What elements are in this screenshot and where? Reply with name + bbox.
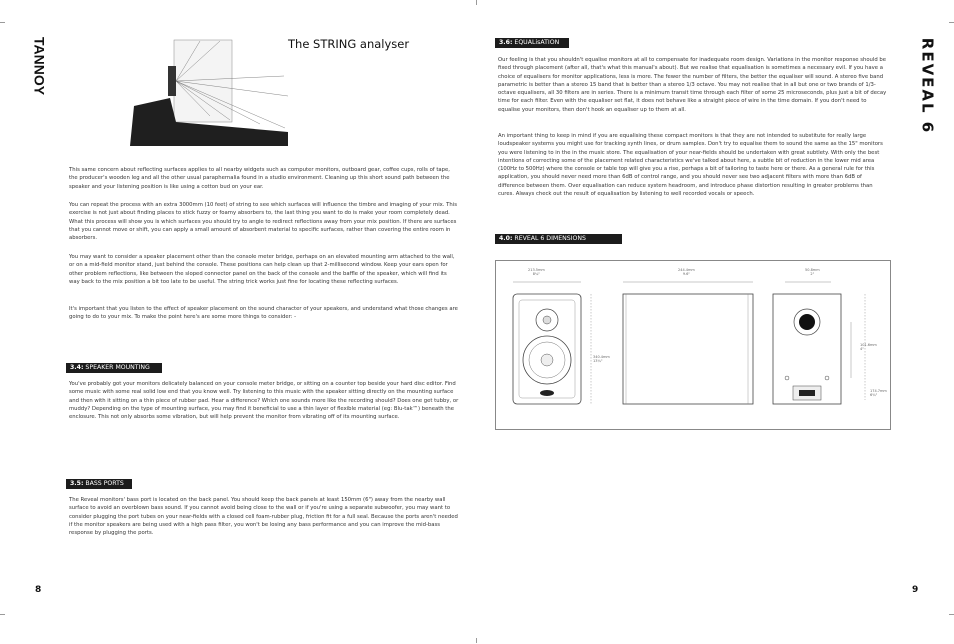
section-number: 3.4: [70,364,84,371]
section-heading-3-6 [495,38,569,48]
crop-mark [476,638,477,643]
brand-logo [27,34,49,98]
dim-port-mid: 101.6mm 4" [860,343,877,351]
dim-front-width: 213.5mm 8¼" [528,268,545,276]
page-number-right: 9 [912,585,919,595]
section-title: EQUALisATION [514,39,560,46]
crop-mark [0,22,5,23]
speaker-mounting-text: You've probably got your monitors delicately balanced on your console meter bridge, or sitting on a counter top beside your hard disc editor. Find some music with some real solid low end that you know well. Try listening to this music with the speaker sitting directly on the mounting surface and then with it sitting on a thin piece of rubber pad. Hear a difference? Which one sounds more like the recording should? Does one get tubby, or muddy? Depending on the type of mounting surface, you may find it beneficial to use a thin layer of flexible material (eg: Blu-tak™) beneath the enclosure. This not only absorbs some vibration, but will help prevent the monitor from vibrating off of its mounting surface. [69,381,459,421]
crop-mark [949,22,954,23]
dim-port-top: 50.8mm 2" [805,268,820,276]
section-title: REVEAL 6 DIMENSIONS [514,235,586,242]
section-heading-3-4 [66,363,162,373]
intro-paragraph-4: It's important that you listen to the effect of speaker placement on the sound character of your speakers, and understand what those changes are going to do to your mix. To make the point here's are some more things to consider: - [69,306,458,321]
section-title: BASS PORTS [85,480,124,487]
side-view [623,282,753,404]
speaker-front [168,66,176,96]
section-heading-4-0 [495,234,622,244]
front-badge [540,390,554,396]
back-view [773,282,865,404]
intro-paragraph-2: You can repeat the process with an extra 3000mm (10 feet) of string to see which surfaces will influence the timbre and imaging of your mix. This exercise is not just about finding places to stick fuzzy or foamy absorbers to, the last thing you want to do is make your room completely dead. What this process will show you is which surfaces you should try to angle to redirect reflections away from your mix position. If there are surfaces that you cannot move or shift, you can apply a small amount of absorbent material to specific surfaces, rather than covering the entire room in absorbers. [69,202,458,242]
svg-text:REVEAL 6: REVEAL 6 [918,37,937,135]
crop-mark [476,0,477,5]
dimensions-drawing [495,260,889,428]
svg-text:TANNOY: TANNOY [31,36,48,96]
front-view [513,282,591,404]
section-title: SPEAKER MOUNTING [85,364,150,371]
section-number: 4.0: [499,235,513,242]
bass-ports-text: The Reveal monitors' bass port is located on the back panel. You should keep the back panels at least 150mm (6") away from the nearby wall surface to avoid an overblown bass sound. If you cannot avoid being close to the wall or if you're using a separate subwoofer, you may want to consider plugging the port tubes on your near-fields with a closed cell foam-rubber plug, friction fit for a full seal. Because the ports aren't needed if the monitor speakers are being used with a high pass filter, you won't be losing any bass performance and you can improve the mid-bass response by plugging the ports. [69,497,458,537]
intro-paragraph-1: This same concern about reflecting surfaces applies to all nearby widgets such as computer monitors, outboard gear, coffee cups, rolls of tape, the producer's wooden leg and all the other usual paraphernalia found in a studio environment. Cleaning up this short sound path between the speaker and your listening position is like using a cotton bud on your ear. [69,167,450,190]
intro-paragraph-3: You may want to consider a speaker placement other than the console meter bridge, perhaps on an elevated mounting arm attached to the wall, or on a mid-field monitor stand, just behind the console. These positions can help clean up that 2-millisecond window. Keep your ears open for other problem reflections, like between the sloped connector panel on the back of the console and the baffle of the speaker, which will find its way back to the mix position a bit too late to be useful. The string trick works just fine for locating these reflecting surfaces. [69,254,455,285]
figure-title: The STRING analyser [288,37,410,51]
dim-height: 340.4mm 13¼" [593,355,610,363]
product-logo [914,34,940,138]
crop-mark [949,614,954,615]
section-number: 3.5: [70,480,84,487]
equalisation-paragraph-2: An important thing to keep in mind if you are equalising these compact monitors is that they are not intended to substitute for really large loudspeaker systems you might use for tracking synth lines, or drum samples. Don't try to equalise them to sound the same as the 15" monitors you were listening to in the in the music store. The equalisation of your near-fields should be undertaken with great subtlety. With only the best intentions of correcting some of the placement related characteristics we've talked about here, a subtle bit of reduction in the lower mid area (100Hz to 500Hz) where the console or table top will give you a rise, perhaps a bit of tailoring to taste here or there. As a general rule for this application, you should never need more than 6dB of control range, and you should never see two adjacent filters with more than 6dB of difference between them. Over equalisation can reduce system headroom, and introduce phase distortion resulting in greater problems than cures. Always check out the result of equalisation by listening to well recorded vocals or speech. [498,133,883,198]
section-number: 3.6: [499,39,513,46]
speaker-cabinet [174,40,232,122]
page-number-left: 8 [35,585,42,595]
crop-mark [0,614,5,615]
dim-depth: 244.4mm 9.6" [678,268,695,276]
equalisation-paragraph-1: Our feeling is that you shouldn't equalise monitors at all to compensate for inadequate room design. Variations in the monitor response should be fixed through placement (after all, that's what this manual's about). But we realise that equalisation is sometimes a necessary evil. If you have a choice of equalisers for monitor applications, less is more. The fewer the number of filters, the better the equaliser will sound. A stereo five band parametric is better than a stereo 15 band that is better than a stereo 1/3 octave. You may not realise that in all but one or two brands of 1/3-octave equalisers, all 30 filters are in series. There is a minimum transit time through each filter of some 25 microseconds, plus just a bit of decay time for each filter. Even with the equaliser set flat, it does not behave like a straight piece of wire in the time domain. If you don't need to equalise your monitors, then don't hook an equaliser up to them at all. [498,57,887,113]
section-heading-3-5 [66,479,132,489]
string-analyser-illustration [120,36,290,148]
dim-terminal: 174.7mm 6¾" [870,389,887,397]
